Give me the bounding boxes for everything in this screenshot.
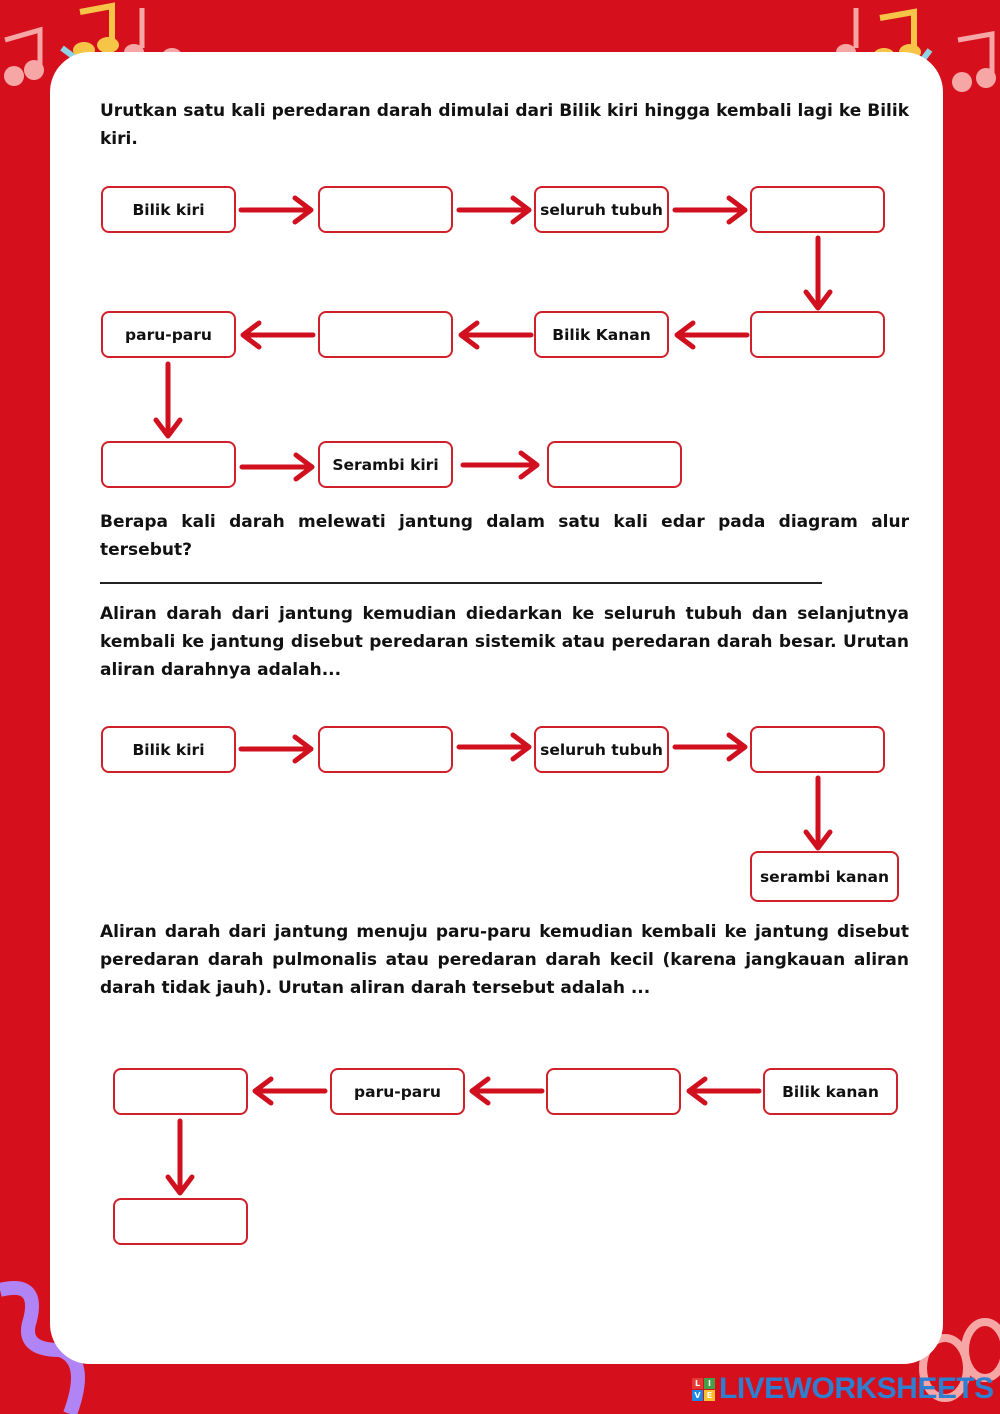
- d1-box-paru-paru: paru-paru: [101, 311, 236, 358]
- d1-answer-box-6[interactable]: [547, 441, 682, 488]
- arrow-left-icon: [239, 320, 315, 350]
- d1-answer-box-4[interactable]: [318, 311, 453, 358]
- d2-box-seluruh-tubuh: seluruh tubuh: [534, 726, 669, 773]
- instruction-q1: Urutkan satu kali peredaran darah dimulai dari Bilik kiri hingga kembali lagi ke Bilik kiri.: [100, 101, 909, 149]
- d1-box-bilik-kiri: Bilik kiri: [101, 186, 236, 233]
- d2-box-serambi-kanan: serambi kanan: [750, 851, 899, 902]
- arrow-left-icon: [457, 320, 533, 350]
- arrow-left-icon: [468, 1076, 544, 1106]
- arrow-down-icon: [803, 236, 833, 312]
- d1-box-seluruh-tubuh: seluruh tubuh: [534, 186, 669, 233]
- arrow-down-icon: [803, 776, 833, 852]
- arrow-down-icon: [165, 1119, 195, 1197]
- arrow-right-icon: [239, 734, 315, 764]
- arrow-right-icon: [461, 450, 541, 480]
- logo-letter-e: E: [704, 1390, 715, 1401]
- arrow-right-icon: [240, 452, 316, 482]
- instruction-q3: Aliran darah dari jantung kemudian diedarkan ke seluruh tubuh dan selanjutnya kembali ke jantung disebut peredaran sistemik atau peredaran darah besar. Urutan aliran darahnya adalah...: [100, 604, 909, 680]
- d3-box-bilik-kanan: Bilik kanan: [763, 1068, 898, 1115]
- arrow-left-icon: [251, 1076, 327, 1106]
- arrow-down-icon: [153, 362, 183, 440]
- arrow-left-icon: [673, 320, 749, 350]
- d3-answer-box-1[interactable]: [113, 1068, 248, 1115]
- brand-name: LIVEWORKSHEETS: [719, 1372, 994, 1405]
- d1-answer-box-5[interactable]: [101, 441, 236, 488]
- d2-box-bilik-kiri: Bilik kiri: [101, 726, 236, 773]
- d1-answer-box-2[interactable]: [750, 186, 885, 233]
- instruction-q2: Berapa kali darah melewati jantung dalam satu kali edar pada diagram alur tersebut?: [100, 512, 909, 560]
- d2-answer-box-2[interactable]: [750, 726, 885, 773]
- logo-letter-l: L: [692, 1378, 703, 1389]
- arrow-right-icon: [457, 195, 533, 225]
- liveworksheets-logo-icon: [692, 1378, 715, 1401]
- d1-answer-box-3[interactable]: [750, 311, 885, 358]
- logo-letter-v: V: [692, 1390, 703, 1401]
- arrow-left-icon: [685, 1076, 761, 1106]
- d3-box-paru-paru: paru-paru: [330, 1068, 465, 1115]
- instruction-q4: Aliran darah dari jantung menuju paru-paru kemudian kembali ke jantung disebut peredaran darah pulmonalis atau peredaran darah kecil (karena jangkauan aliran darah tidak jauh). Urutan aliran darah tersebut adalah ...: [100, 922, 909, 998]
- d2-answer-box-1[interactable]: [318, 726, 453, 773]
- logo-letter-i: I: [704, 1378, 715, 1389]
- d1-box-bilik-kanan: Bilik Kanan: [534, 311, 669, 358]
- arrow-right-icon: [457, 732, 533, 762]
- d3-answer-box-2[interactable]: [546, 1068, 681, 1115]
- arrow-right-icon: [673, 732, 749, 762]
- liveworksheets-brand: [692, 1373, 994, 1405]
- arrow-right-icon: [673, 195, 749, 225]
- arrow-right-icon: [239, 195, 315, 225]
- d1-answer-box-1[interactable]: [318, 186, 453, 233]
- answer-line[interactable]: [100, 582, 822, 584]
- d1-box-serambi-kiri: Serambi kiri: [318, 441, 453, 488]
- d3-answer-box-3[interactable]: [113, 1198, 248, 1245]
